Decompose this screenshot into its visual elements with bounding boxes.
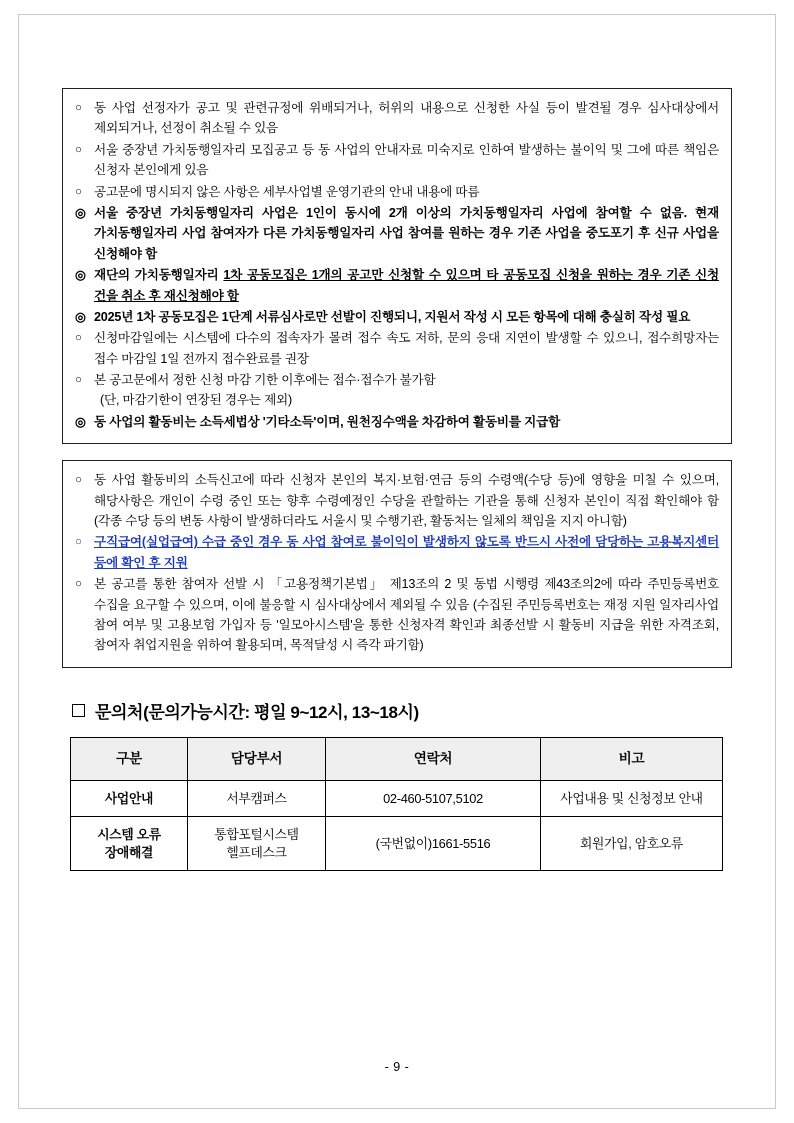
column-header-dept: 담당부서 [188,737,326,780]
section-heading-contact [72,698,732,723]
notice-text: 동 사업의 활동비는 소득세법상 '기타소득'이며, 원천징수액을 차감하여 활동비를 지급함 [94,414,561,429]
square-bullet-icon [72,704,85,717]
notice-text: 본 공고문에서 정한 신청 마감 기한 이후에는 접수·접수가 불가함 [94,373,436,388]
cell-gubun-line1: 시스템 오류 [97,827,161,843]
notice-text: 서울 중장년 가치동행일자리 사업은 1인이 동시에 2개 이상의 가치동행일자리 사업에 참여할 수 없음. 현재 가치동행일자리 사업 참여자가 다른 가치동행일자리 사업 참여를 원하는 경우 기존 사업을 중도포기 후 신규 사업을 신청해야 함 [94,205,719,261]
notice-text: 서울 중장년 가치동행일자리 모집공고 등 동 사업의 안내자료 미숙지로 인하여 발생하는 불이익 및 그에 따른 책임은 신청자 본인에게 있음 [94,142,719,178]
column-header-tel: 연락처 [326,737,541,780]
bullet-circle-icon: ○ [75,374,82,387]
notice-item [75,574,719,656]
bullet-bold-circle-icon: ◎ [75,414,86,429]
table-row [71,817,723,871]
notice-item [75,98,719,139]
notice-item-emphasis [75,203,719,264]
notice-item [75,328,719,369]
cell-dept [188,817,326,871]
cell-note: 사업내용 및 신청정보 안내 [541,781,723,817]
notice-box-1 [62,88,732,444]
notice-item-emphasis [75,412,719,432]
notice-item [75,370,719,411]
cell-dept: 서부캠퍼스 [188,781,326,817]
notice-text-underlined: 1차 공동모집은 1개의 공고만 신청할 수 있으며 타 공동모집 신청을 원하는 경우 기존 신청 건을 취소 후 재신청해야 함 [94,268,719,303]
cell-tel: 02-460-5107,5102 [326,781,541,817]
notice-item-emphasis [75,265,719,306]
notice-box-2 [62,460,732,668]
column-header-note: 비고 [541,737,723,780]
bullet-bold-circle-icon: ◎ [75,309,86,324]
section-title-text: 문의처(문의가능시간: 평일 9~12시, 13~18시) [95,702,419,722]
notice-text: 신청마감일에는 시스템에 다수의 접속자가 몰려 접수 속도 저하, 문의 응대 지연이 발생할 수 있으니, 접수희망자는 접수 마감일 1일 전까지 접수완료를 권장 [94,331,719,366]
cell-gubun-line2: 장애해결 [104,844,154,860]
bullet-circle-icon: ○ [75,143,82,156]
notice-text: 공고문에 명시되지 않은 사항은 세부사업별 운영기관의 안내 내용에 따름 [94,184,480,199]
column-header-gubun: 구분 [71,737,188,780]
cell-gubun [71,817,188,871]
bullet-bold-circle-icon: ◎ [75,205,86,220]
bullet-circle-icon: ○ [75,332,82,345]
cell-gubun: 사업안내 [71,781,188,817]
notice-text: 동 사업 선정자가 공고 및 관련규정에 위배되거나, 허위의 내용으로 신청한 사실 등이 발견될 경우 심사대상에서 제외되거나, 선정이 취소될 수 있음 [94,101,719,136]
notice-text-plain: 재단의 가치동행일자리 [94,268,224,283]
notice-text: 구직급여(실업급여) 수급 중인 경우 동 사업 참여로 불이익이 발생하지 않도록 반드시 사전에 담당하는 고용복지센터 등에 확인 후 지원 [94,535,719,570]
bullet-circle-icon: ○ [75,474,82,487]
notice-item-highlight [75,532,719,573]
bullet-circle-icon: ○ [75,536,82,549]
notice-text: 동 사업 활동비의 소득신고에 따라 신청자 본인의 복지·보험·연금 등의 수령액(수당 등)에 영향을 미칠 수 있으며, 해당사항은 개인이 수령 중인 또는 향후 수령예정인 수당을 관할하는 기관을 통해 신청자 본인이 직접 확인해야 함 (각종 수당 등의 변동 사항이 발생하더라도 서울시 및 수행기관, 활동처는 일체의 책임을 지지 아니함) [94,473,719,529]
cell-dept-line1: 통합포털시스템 [214,827,299,843]
bullet-bold-circle-icon: ◎ [75,268,86,283]
cell-tel: (국번없이)1661-5516 [326,817,541,871]
page-number: - 9 - [384,1060,410,1074]
table-row [71,781,723,817]
bullet-circle-icon: ○ [75,578,82,591]
contact-table [70,737,723,871]
cell-dept-line2: 헬프데스크 [226,844,287,860]
page-content [62,88,732,871]
table-header-row [71,737,723,780]
notice-item [75,140,719,181]
notice-item [75,470,719,531]
notice-text: 본 공고를 통한 참여자 선발 시 「고용정책기본법」 제13조의 2 및 동법 시행령 제43조의2에 따라 주민등록번호 수집을 요구할 수 있으며, 이에 불응할 시 심사대상에서 제외될 수 있음 (수집된 주민등록번호는 재정 지원 일자리사업 참여 여부 및 고용보험 가입자 등 '일모아시스템'을 통한 신청자격 확인과 최종선발 시 활동비 지급을 위한 자격조회, 참여자 취업지원을 위하여 활용되며, 목적달성 시 즉각 파기함) [94,577,719,653]
bullet-circle-icon: ○ [75,102,82,114]
bullet-circle-icon: ○ [75,185,82,198]
notice-list-1 [75,98,719,432]
notice-item-emphasis [75,307,719,327]
notice-subtext: (단, 마감기한이 연장된 경우는 제외) [100,393,293,408]
notice-item [75,182,719,202]
cell-note: 회원가입, 암호오류 [541,817,723,871]
notice-text: 2025년 1차 공동모집은 1단계 서류심사로만 선발이 진행되니, 지원서 작성 시 모든 항목에 대해 충실히 작성 필요 [94,309,691,324]
notice-list-2 [75,470,719,656]
